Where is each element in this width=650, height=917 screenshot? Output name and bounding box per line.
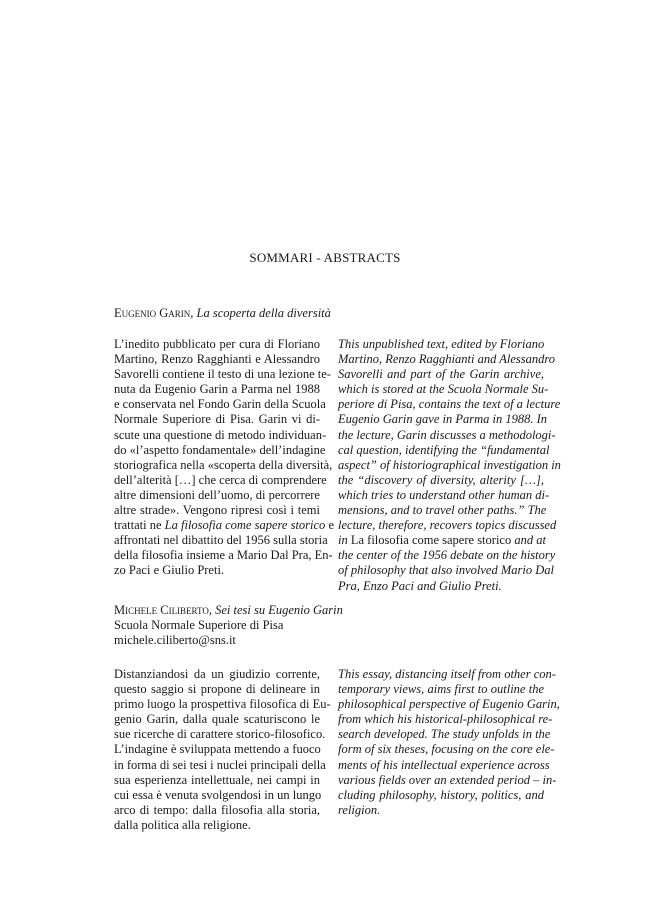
text-line: temporary views, aims first to outline the: [338, 682, 544, 697]
text-line: the center of the 1956 debate on the history: [338, 548, 556, 563]
text-line: [114, 518, 334, 533]
text-line: cui essa è venuta svolgendosi in un lungo: [114, 787, 322, 802]
text-line: ments of his intellectual experience across: [338, 757, 550, 772]
text-line: aspect” of historiographical investigation in: [338, 457, 561, 472]
text-line: zo Paci e Giulio Preti.: [114, 563, 225, 578]
text-line: do «l’aspetto fondamentale» dell’indagine: [114, 442, 326, 457]
book-title: La filosofia come sapere storico: [350, 533, 512, 548]
text-line: altre dimensioni dell’uomo, di percorrere: [114, 487, 320, 502]
text-line: philosophical perspective of Eugenio Garin,: [338, 697, 560, 712]
book-title: La filosofia come sapere storico: [164, 518, 326, 533]
text-fragment: in: [338, 533, 351, 548]
text-line: nuta da Eugenio Garin a Parma nel 1988: [114, 382, 320, 397]
text-line: lecture, therefore, recovers topics discussed: [338, 518, 557, 533]
text-line: cal question, identifying the “fundamental: [338, 442, 550, 457]
text-line: dell’alterità […] che cerca di comprendere: [114, 472, 327, 487]
text-line: della filosofia insieme a Mario Dal Pra, En-: [114, 548, 333, 563]
text-line: in forma di sei tesi i nuclei principali della: [114, 757, 326, 772]
text-fragment: and at: [511, 533, 546, 548]
author-name: Michele Ciliberto: [114, 603, 209, 617]
text-line: the “discovery of diversity, alterity […],: [338, 472, 544, 487]
article-title: La scoperta della diversità: [196, 306, 331, 320]
text-line: [338, 533, 544, 548]
text-line: Savorelli and part of the Garin archive,: [338, 367, 544, 382]
text-line: Pra, Enzo Paci and Giulio Preti.: [338, 578, 502, 593]
text-line: form of six theses, focusing on the core ele-: [338, 742, 555, 757]
text-line: the lecture, Garin discusses a methodologi-: [338, 427, 556, 442]
text-line: periore di Pisa, contains the text of a lecture: [338, 397, 561, 412]
text-line: Martino, Renzo Ragghianti and Alessandro: [338, 352, 556, 367]
text-fragment: e: [325, 518, 334, 533]
author-title-separator: ,: [208, 603, 216, 617]
entry-header: [114, 603, 343, 618]
entry-header: [114, 306, 331, 321]
text-line: storiografica nella «scoperta della diversità,: [114, 457, 333, 472]
article-title: Sei tesi su Eugenio Garin: [215, 603, 343, 617]
text-line: arco di tempo: dalla filosofia alla storia,: [114, 802, 320, 817]
text-line: from which his historical-philosophical re-: [338, 712, 553, 727]
text-line: various fields over an extended period – in-: [338, 772, 557, 787]
author-name: Eugenio Garin: [114, 306, 191, 320]
text-line: This essay, distancing itself from other con-: [338, 667, 556, 681]
text-line: L’indagine è sviluppata mettendo a fuoco: [114, 742, 321, 757]
text-line: affrontati nel dibattito del 1956 sulla storia: [114, 533, 328, 548]
text-line: genio Garin, dalla quale scaturiscono le: [114, 712, 320, 727]
text-line: cluding philosophy, history, politics, and: [338, 787, 544, 802]
text-line: Normale Superiore di Pisa. Garin vi di-: [114, 412, 320, 427]
text-line: e conservata nel Fondo Garin della Scuola: [114, 397, 326, 412]
text-line: search developed. The study unfolds in the: [338, 727, 551, 742]
author-email: michele.ciliberto@sns.it: [114, 633, 236, 647]
text-fragment: trattati ne: [114, 518, 165, 533]
text-line: which is stored at the Scuola Normale Su-: [338, 382, 549, 397]
text-line: of philosophy that also involved Mario Dal: [338, 563, 554, 578]
author-affiliation: Scuola Normale Superiore di Pisa: [114, 618, 284, 632]
page-heading: SOMMARI - ABSTRACTS: [249, 250, 401, 265]
text-line: scute una questione di metodo individuan-: [114, 427, 327, 442]
text-line: religion.: [338, 802, 381, 817]
abstract-italian: [114, 337, 334, 579]
abstract-english: [338, 667, 560, 818]
text-line: primo luogo la prospettiva filosofica di Eu-: [114, 697, 331, 712]
text-line: This unpublished text, edited by Floriano: [338, 337, 545, 351]
text-line: which tries to understand other human di-: [338, 487, 550, 502]
text-line: questo saggio si propone di delineare in: [114, 682, 320, 697]
text-line: Martino, Renzo Ragghianti e Alessandro: [114, 352, 320, 367]
text-line: Distanziandosi da un giudizio corrente,: [114, 667, 320, 681]
text-line: dalla politica alla religione.: [114, 817, 251, 832]
text-line: sua esperienza intellettuale, nei campi in: [114, 772, 320, 787]
text-line: altre strade». Vengono ripresi così i temi: [114, 503, 320, 518]
author-title-separator: ,: [190, 306, 197, 320]
text-line: sue ricerche di carattere storico-filosofico.: [114, 727, 326, 742]
abstract-italian: [114, 667, 331, 833]
text-line: mensions, and to travel other paths.” The: [338, 503, 547, 518]
text-line: L’inedito pubblicato per cura di Floriano: [114, 337, 320, 351]
text-line: Eugenio Garin gave in Parma in 1988. In: [338, 412, 548, 427]
text-line: Savorelli contiene il testo di una lezione te-: [114, 367, 331, 382]
abstract-english: [338, 337, 561, 594]
